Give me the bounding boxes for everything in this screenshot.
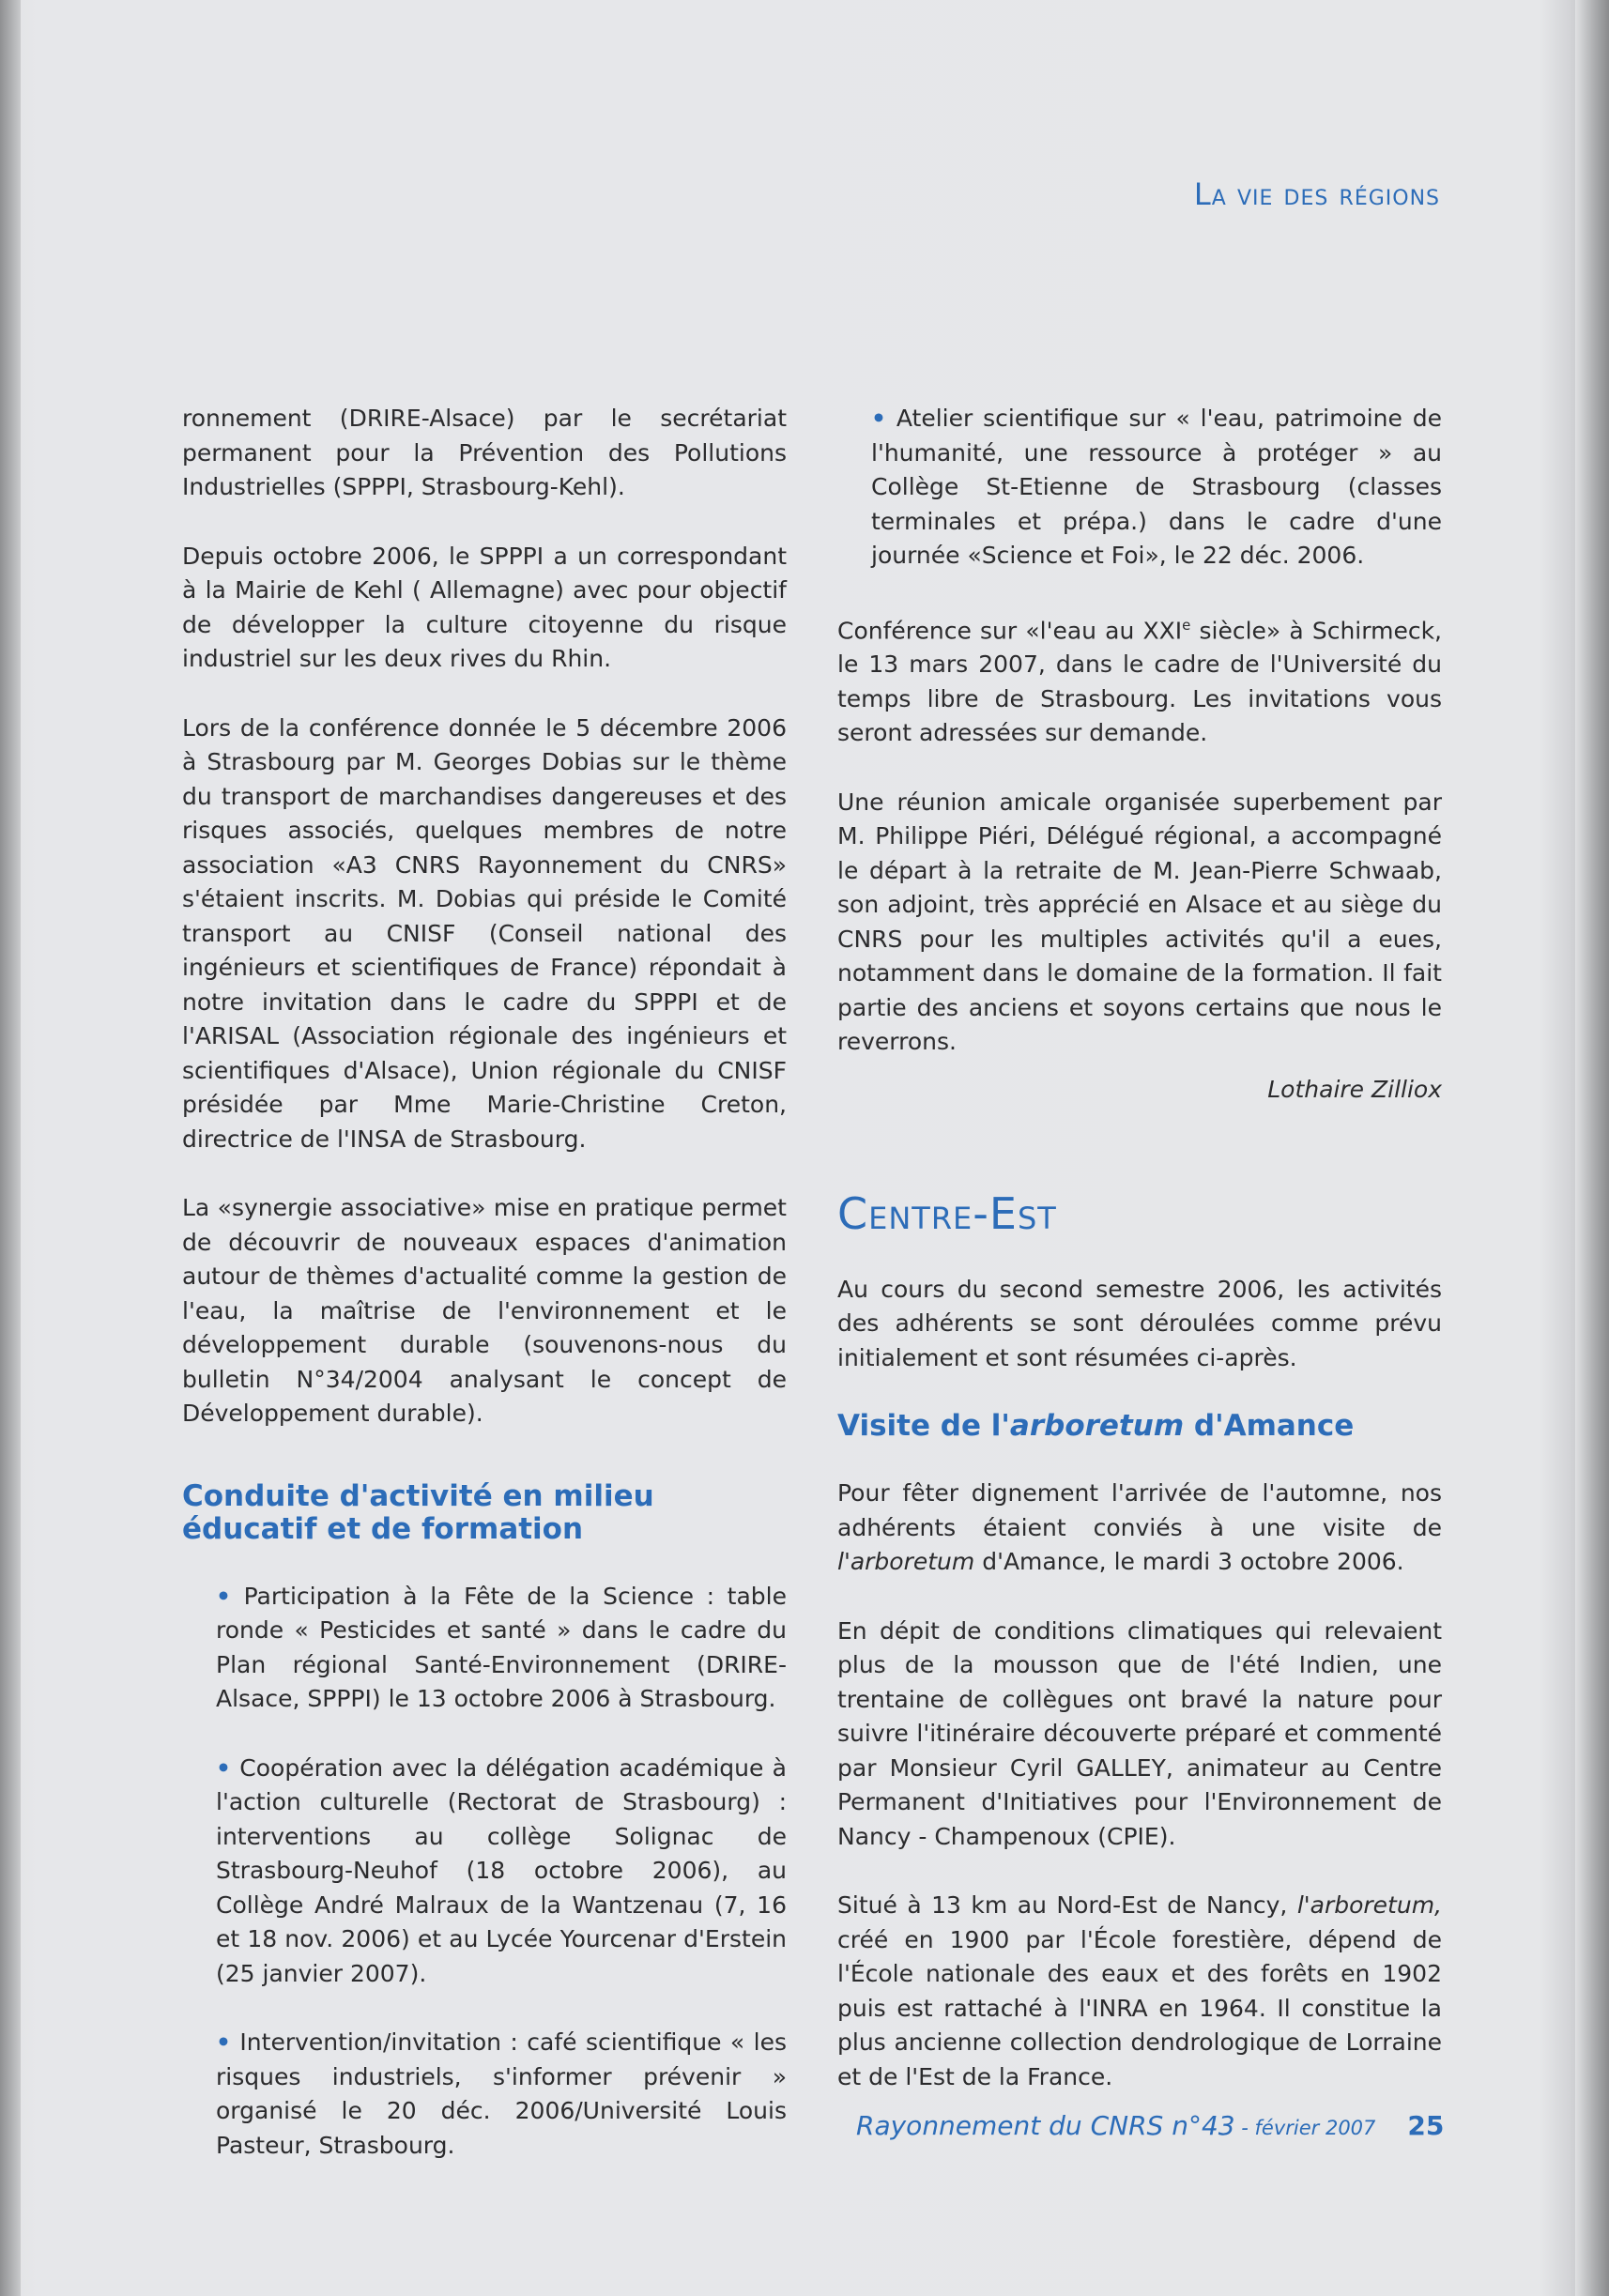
bullet-item (182, 1752, 787, 1992)
section-title: Centre-Est (837, 1188, 1057, 1240)
page-edge-shadow (1575, 0, 1609, 2296)
issue-date: - février 2007 (1234, 2117, 1376, 2139)
text-run: d'Amance, le mardi 3 octobre 2006. (974, 1548, 1404, 1576)
page-spine-shadow (0, 0, 21, 2296)
text-run-italic: l'arboretum, (1296, 1891, 1442, 1920)
paragraph: En dépit de conditions climatiques qui relevaient plus de la mousson que de l'été Indien, une trentaine de collègues ont bravé la nature pour suivre l'itinéraire découverte préparé et commenté par Monsieur Cyril GALLEY, animateur au Centre Permanent d'Initiatives pour l'Environnement de Nancy - Champenoux (CPIE). (837, 1616, 1442, 1850)
paragraph: Une réunion amicale organisée superbement par M. Philippe Piéri, Délégué régional, a accompagné le départ à la retraite de M. Jean-Pierre Schwaab, son adjoint, très apprécié en Alsace et au siège du CNRS pour les multiples activités qu'il a eues, notamment dans le domaine de la formation. Il fait partie des anciens et soyons certains que nous le reverrons. (837, 788, 1442, 1056)
bullet-text: Participation à la Fête de la Science : table ronde « Pesticides et santé » dans le cadre du Plan régional Santé-Environnement (DRIRE-Alsace, SPPPI) le 13 octobre 2006 à Strasbourg. (216, 1582, 787, 1712)
bullet-text: Intervention/invitation : café scientifique « les risques industriels, s'informer prévenir » organisé le 20 déc. 2006/Université Louis Pasteur, Strasbourg. (216, 2028, 787, 2159)
text-run-italic: l'arboretum (837, 1548, 975, 1576)
bullet-icon: • (871, 405, 886, 432)
text-run: Conférence sur «l'eau au XXI (837, 616, 1183, 644)
text-run: siècle» à Schirmeck, le 13 mars 2007, dans le cadre de l'Université du temps libre de Strasbourg. Les invitations vous seront adressées sur demande. (837, 616, 1442, 747)
bullet-icon: • (216, 1582, 231, 1610)
page-footer (856, 2110, 1445, 2141)
paragraph (837, 1477, 1442, 1580)
bullet-item (182, 1580, 787, 1717)
text-run: Situé à 13 km au Nord-Est de Nancy, (837, 1891, 1297, 1920)
paragraph: Au cours du second semestre 2006, les activités des adhérents se sont déroulées comme prévu initialement et sont résumées ci-après. (837, 1275, 1442, 1371)
text-run: Visite de l' (837, 1409, 1010, 1444)
left-column (182, 402, 787, 2197)
section-heading (837, 1410, 1442, 1443)
paragraph: ronnement (DRIRE-Alsace) par le secrétariat permanent pour la Prévention des Pollutions Industrielles (SPPPI, Strasbourg-Kehl). (182, 405, 787, 500)
paragraph: Lors de la conférence donnée le 5 décembre 2006 à Strasbourg par M. Georges Dobias sur le thème du transport de marchandises dangereuses et des risques associés, quelques membres de notre association «A3 CNRS Rayonnement du CNRS» s'étaient inscrits. M. Dobias qui préside le Comité transport au CNISF (Conseil national des ingénieurs et scientifiques de France) répondait à notre invitation dans le cadre du SPPPI et de l'ARISAL (Association régionale des ingénieurs et scientifiques d'Alsace), Union régionale du CNISF présidée par Mme Marie-Christine Creton, directrice de l'INSA de Strasbourg. (182, 713, 787, 1153)
bullet-item (837, 402, 1442, 574)
paragraph: Depuis octobre 2006, le SPPPI a un correspondant à la Mairie de Kehl ( Allemagne) avec pour objectif de développer la culture citoyenne du risque industriel sur les deux rives du Rhin. (182, 542, 787, 672)
bullet-icon: • (216, 2028, 231, 2056)
publication-title: Rayonnement du CNRS n°43 (856, 2110, 1235, 2141)
bullet-item (182, 2026, 787, 2163)
text-run: d'Amance (1184, 1409, 1355, 1444)
bullet-text: Atelier scientifique sur « l'eau, patrimoine de l'humanité, une ressource à protéger » au Collège St-Etienne de Strasbourg (classes terminales et prépa.) dans le cadre d'une journée «Science et Foi», le 22 déc. 2006. (871, 405, 1442, 569)
text-run-italic: arboretum (1009, 1409, 1185, 1444)
bullet-text: Coopération avec la délégation académique à l'action culturelle (Rectorat de Strasbourg) : interventions au collège Solignac de Strasbourg-Neuhof (18 octobre 2006), au Collège André Malraux de la Wantzenau (7, 16 et 18 nov. 2006) et au Lycée Yourcenar d'Erstein (25 janvier 2007). (216, 1753, 787, 1987)
bullet-icon: • (216, 1753, 231, 1782)
right-column (837, 402, 1442, 2129)
paragraph (837, 608, 1442, 751)
paragraph: La «synergie associative» mise en pratique permet de découvrir de nouveaux espaces d'animation autour de thèmes d'actualité comme la gestion de l'eau, la maîtrise de l'environnement et le développement durable (souvenons-nous du bulletin N°34/2004 analysant le concept de Développement durable). (182, 1194, 787, 1427)
author-signature: Lothaire Zilliox (1267, 1075, 1442, 1103)
section-heading: Conduite d'activité en milieu éducatif et de formation (182, 1478, 654, 1546)
text-run: créé en 1900 par l'École forestière, dépend de l'École nationale des eaux et des forêts en 1902 puis est rattaché à l'INRA en 1964. Il constitue la plus ancienne collection dendrologique de Lorraine et de l'Est de la France. (837, 1925, 1442, 2090)
page-number: 25 (1407, 2110, 1445, 2141)
paragraph (837, 1889, 1442, 2094)
text-run: Pour fêter dignement l'arrivée de l'automne, nos adhérents étaient conviés à une visite de (837, 1479, 1442, 1541)
running-head: La vie des régions (1193, 176, 1440, 212)
superscript: e (1182, 616, 1191, 634)
